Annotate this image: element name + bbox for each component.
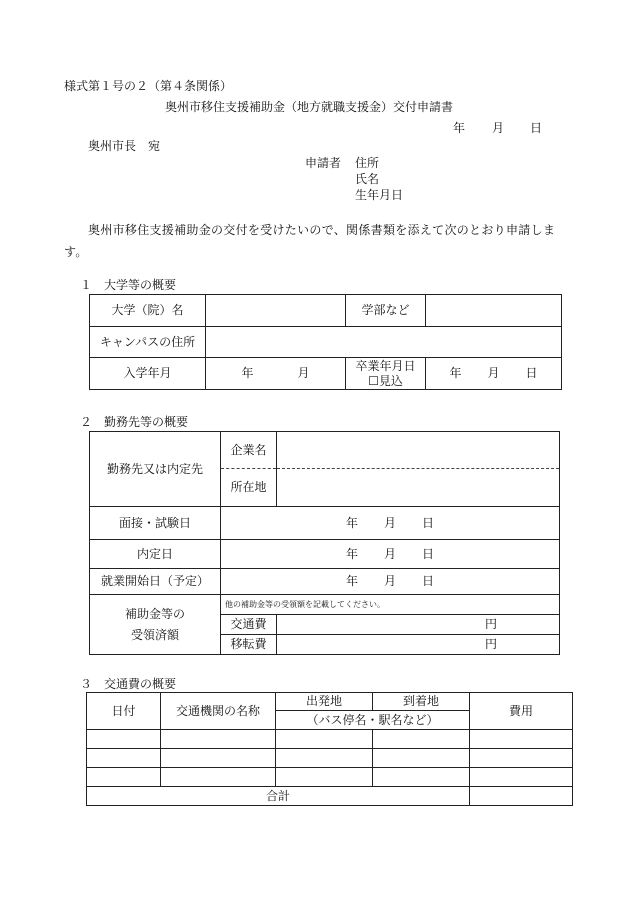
total-field[interactable] [470,787,573,806]
interview-day: 日 [422,515,435,530]
interview-label: 面接・試験日 [90,507,221,540]
row1-to[interactable] [373,730,470,749]
location-field[interactable] [277,469,560,507]
col-cost-header: 費用 [470,693,573,730]
addressee: 奥州市長 宛 [88,139,161,153]
university-field[interactable] [206,295,346,327]
enroll-month: 月 [297,366,310,381]
grad-month: 月 [487,366,500,381]
row2-date[interactable] [87,749,161,768]
transport-yen: 円 [484,617,497,632]
col-agency-header: 交通機関の名称 [161,693,276,730]
row2-agency[interactable] [161,749,276,768]
start-day: 日 [422,574,435,589]
campus-label: キャンパスの住所 [90,327,206,358]
transport-field[interactable] [277,615,560,635]
applicant-address-label: 住所 [355,156,380,170]
location-label: 所在地 [221,469,277,507]
subsidy-label-line2: 受領済額 [130,627,179,642]
moving-label: 移転費 [221,635,277,655]
subsidy-note: 他の補助金等の受領額を記載してください。 [221,595,560,615]
subsidy-label-line1: 補助金等の [124,607,185,622]
section3-heading: ３ 交通費の概要 [80,677,177,691]
grad-expected-checkbox[interactable]: ☐見込 [368,373,403,388]
start-year: 年 [345,574,358,589]
row1-agency[interactable] [161,730,276,749]
university-table [89,294,562,390]
row3-from[interactable] [276,768,373,787]
grad-year: 年 [449,366,462,381]
grad-label: 卒業年月日 [355,359,416,374]
university-label: 大学（院）名 [90,295,206,327]
row3-to[interactable] [373,768,470,787]
employer-label: 勤務先又は内定先 [90,432,221,507]
interview-date-field[interactable] [221,507,560,540]
interview-year: 年 [345,515,358,530]
enroll-label: 入学年月 [90,358,206,390]
row3-agency[interactable] [161,768,276,787]
date-month: 月 [492,121,505,135]
grad-day: 日 [525,366,538,381]
offer-year: 年 [345,546,358,561]
faculty-field[interactable] [426,295,562,327]
form-label: 様式第１号の２（第４条関係） [64,79,233,93]
row2-from[interactable] [276,749,373,768]
applicant-name-label: 氏名 [355,172,380,186]
row2-to[interactable] [373,749,470,768]
col-from-header: 出発地 [276,693,373,711]
form-title: 奥州市移住支援補助金（地方就職支援金）交付申請書 [165,100,454,114]
grad-date-field[interactable] [426,358,562,390]
row3-date[interactable] [87,768,161,787]
row1-cost[interactable] [470,730,573,749]
transport-table [86,692,573,806]
start-month: 月 [383,574,396,589]
enroll-year: 年 [241,366,254,381]
date-day: 日 [530,121,543,135]
date-year: 年 [453,121,466,135]
row3-cost[interactable] [470,768,573,787]
start-label: 就業開始日（予定） [90,569,221,595]
moving-yen: 円 [484,637,497,652]
offer-date-field[interactable] [221,540,560,569]
transport-label: 交通費 [221,615,277,635]
row1-from[interactable] [276,730,373,749]
applicant-birth-label: 生年月日 [355,188,404,202]
interview-month: 月 [383,515,396,530]
section1-heading: １ 大学等の概要 [80,278,177,292]
offer-month: 月 [383,546,396,561]
start-date-field[interactable] [221,569,560,595]
applicant-label: 申請者 [305,156,342,170]
moving-field[interactable] [277,635,560,655]
offer-day: 日 [422,546,435,561]
grad-label-cell [346,358,426,390]
row1-date[interactable] [87,730,161,749]
col-to-header: 到着地 [373,693,470,711]
col-date-header: 日付 [87,693,161,730]
section2-heading: ２ 勤務先等の概要 [80,415,189,429]
col-place-note: （バス停名・駅名など） [276,711,470,730]
enroll-date-field[interactable] [206,358,346,390]
company-field[interactable] [277,432,560,469]
subsidy-label [90,595,221,655]
total-label: 合計 [87,787,470,806]
company-label: 企業名 [221,432,277,469]
employer-table [89,431,560,655]
campus-field[interactable] [206,327,562,358]
offer-label: 内定日 [90,540,221,569]
row2-cost[interactable] [470,749,573,768]
faculty-label: 学部など [346,295,426,327]
body-text: 奥州市移住支援補助金の交付を受けたいので、関係書類を添えて次のとおり申請します。 [64,223,556,259]
